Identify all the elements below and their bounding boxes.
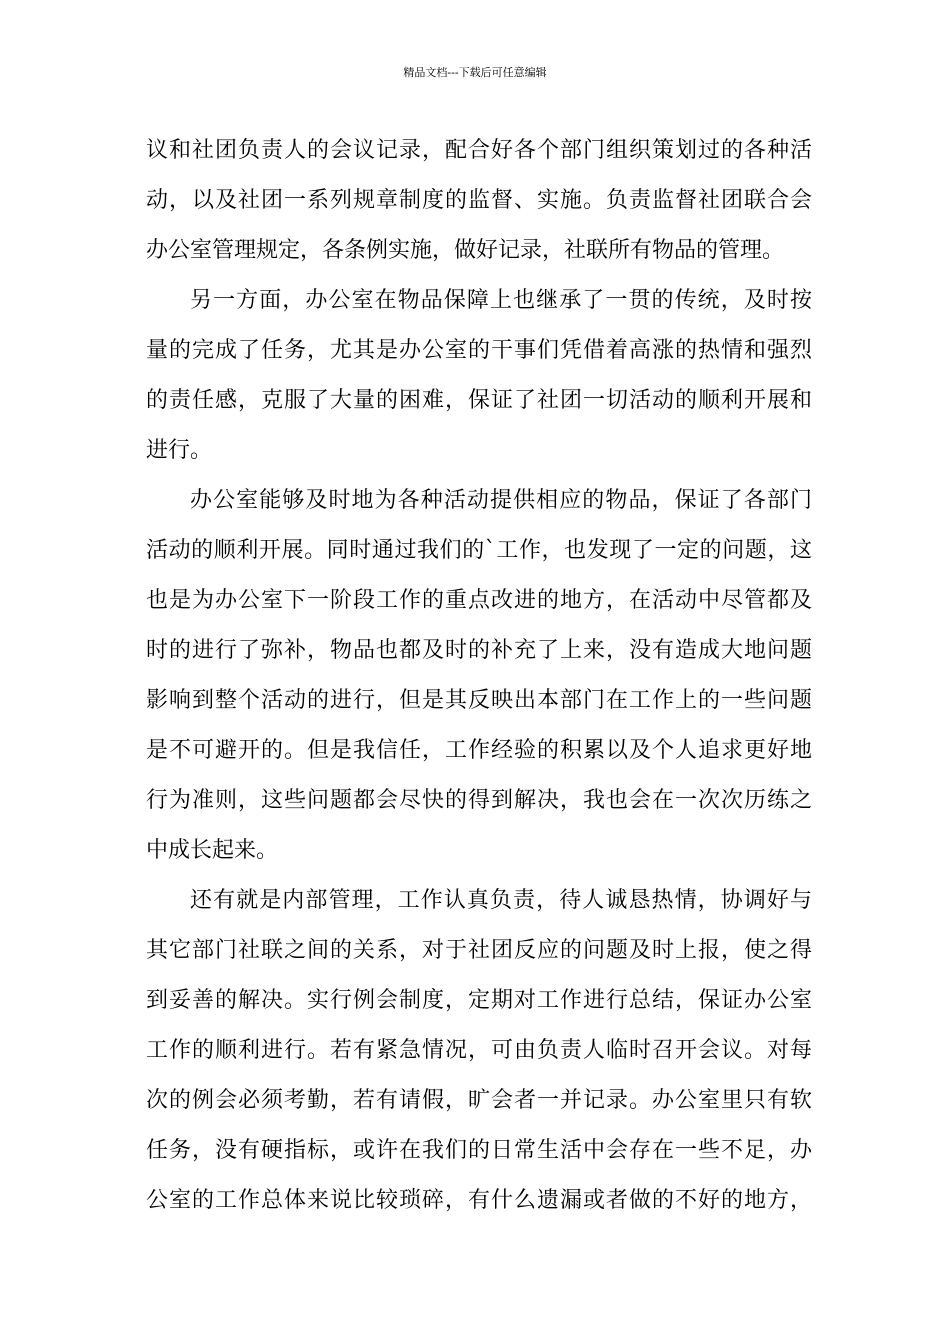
text-line: 时的进行了弥补，物品也都及时的补充了上来，没有造成大地问题 [146, 638, 812, 663]
text-line: 行为准则，这些问题都会尽快的得到解决，我也会在一次次历练之 [146, 788, 812, 813]
text-line: 活动的顺利开展。同时通过我们的`工作，也发现了一定的问题，这 [146, 538, 812, 563]
paragraph-1 [146, 126, 812, 276]
paragraph-3 [146, 476, 812, 876]
text-line: 任务，没有硬指标，或许在我们的日常生活中会存在一些不足，办 [146, 1138, 812, 1163]
text-line: 的责任感，克服了大量的困难，保证了社团一切活动的顺利开展和 [146, 388, 812, 413]
text-line: 其它部门社联之间的关系，对于社团反应的问题及时上报，使之得 [146, 938, 812, 963]
text-line: 工作的顺利进行。若有紧急情况，可由负责人临时召开会议。对每 [146, 1038, 812, 1063]
text-line: 也是为办公室下一阶段工作的重点改进的地方，在活动中尽管都及 [146, 588, 812, 613]
paragraph-2 [146, 276, 812, 476]
document-body [146, 126, 812, 1226]
text-line: 办公室能够及时地为各种活动提供相应的物品，保证了各部门 [190, 488, 812, 513]
text-line: 办公室管理规定，各条例实施，做好记录，社联所有物品的管理。 [146, 238, 785, 263]
text-line: 次的例会必须考勤，若有请假，旷会者一并记录。办公室里只有软 [146, 1088, 812, 1113]
text-line: 另一方面，办公室在物品保障上也继承了一贯的传统，及时按 [190, 288, 812, 313]
text-line: 议和社团负责人的会议记录，配合好各个部门组织策划过的各种活 [146, 138, 812, 163]
paragraph-4 [146, 876, 812, 1226]
text-line: 公室的工作总体来说比较琐碎，有什么遗漏或者做的不好的地方， [146, 1188, 812, 1213]
text-line: 到妥善的解决。实行例会制度，定期对工作进行总结，保证办公室 [146, 988, 812, 1013]
text-line: 动，以及社团一系列规章制度的监督、实施。负责监督社团联合会 [146, 188, 812, 213]
text-line: 中成长起来。 [146, 838, 279, 863]
text-line: 是不可避开的。但是我信任，工作经验的积累以及个人追求更好地 [146, 738, 812, 763]
text-line: 量的完成了任务，尤其是办公室的干事们凭借着高涨的热情和强烈 [146, 338, 812, 363]
text-line: 影响到整个活动的进行，但是其反映出本部门在工作上的一些问题 [146, 688, 812, 713]
page-header: 精品文档---下载后可任意编辑 [403, 66, 547, 79]
text-line: 进行。 [146, 438, 213, 463]
text-line: 还有就是内部管理，工作认真负责，待人诚恳热情，协调好与 [190, 888, 812, 913]
